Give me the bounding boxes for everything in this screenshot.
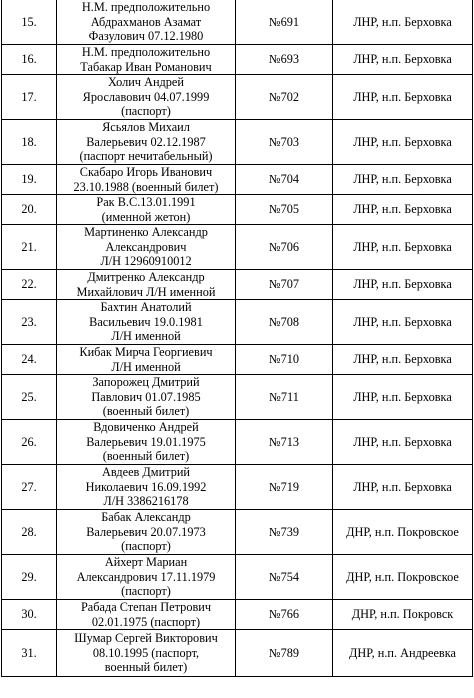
person-details-line: Вдовиченко Андрей [93,420,199,435]
location: ДНР, н.п. Андреевка [333,630,473,677]
person-details-line: Михайлович Л/Н именной [76,284,216,299]
location: ЛНР, н.п. Берховка [333,75,473,120]
table-row [2,600,473,630]
person-details-line: Васильевич 19.0.1981 [89,314,203,329]
record-number: №789 [236,630,333,677]
record-number: №710 [236,345,333,375]
person-details-line: 02.01.1975 (паспорт) [91,614,201,629]
location: ЛНР, н.п. Берховка [333,45,473,75]
record-number: №739 [236,510,333,555]
table-row [2,375,473,420]
table-row [2,45,473,75]
record-number: №719 [236,465,333,510]
person-details-line: Л/Н именной [111,359,181,374]
person-details [57,75,236,120]
person-details-line: Бахтин Анатолий [100,300,192,315]
person-details [57,120,236,165]
person-details-line: Айхерт Мариан [104,555,188,570]
table-row [2,630,473,677]
record-number: №708 [236,300,333,345]
person-details [57,270,236,300]
location: ЛНР, н.п. Берховка [333,270,473,300]
records-table-body [2,0,473,677]
row-number: 15. [2,0,57,45]
table-row [2,465,473,510]
person-details [57,45,236,75]
person-details-line: Рак В.С.13.01.1991 [96,195,196,210]
location: ЛНР, н.п. Берховка [333,420,473,465]
row-number: 30. [2,600,57,630]
record-number: №706 [236,225,333,270]
table-row [2,510,473,555]
person-details [57,465,236,510]
table-row [2,225,473,270]
record-number: №702 [236,75,333,120]
person-details-line: Павлович 01.07.1985 [91,389,201,404]
row-number: 27. [2,465,57,510]
table-row [2,0,473,45]
table-row [2,270,473,300]
person-details-line: 23.10.1988 (военный билет) [73,179,219,194]
table-row [2,75,473,120]
person-details-line: (военный билет) [102,449,190,464]
row-number: 18. [2,120,57,165]
table-row [2,345,473,375]
location: ЛНР, н.п. Берховка [333,345,473,375]
person-details-line: (паспорт нечитабельный) [79,149,213,164]
person-details [57,375,236,420]
person-details-line: Дмитренко Александр [87,270,205,285]
person-details-line: Авдеев Дмитрий [101,465,191,480]
person-details-line: Н.М. предположительно [81,45,211,60]
person-details [57,600,236,630]
table-row [2,420,473,465]
record-number: №707 [236,270,333,300]
person-details [57,300,236,345]
person-details [57,630,236,677]
person-details [57,510,236,555]
person-details-line: Скабаро Игорь Иванович [79,165,213,180]
row-number: 26. [2,420,57,465]
person-details-line: Л/Н именной [111,329,181,344]
row-number: 31. [2,630,57,677]
person-details [57,0,236,45]
person-details-line: Валерьевич 19.01.1975 [86,434,206,449]
row-number: 24. [2,345,57,375]
table-row [2,165,473,195]
person-details-line: Бабак Александр [101,510,191,525]
person-details-line: Абдрахманов Азамат [90,14,202,29]
location: ЛНР, н.п. Берховка [333,225,473,270]
row-number: 16. [2,45,57,75]
location: ЛНР, н.п. Берховка [333,120,473,165]
person-details-line: Кибак Мирча Георгиевич [79,345,213,360]
location: ЛНР, н.п. Берховка [333,465,473,510]
record-number: №766 [236,600,333,630]
person-details [57,420,236,465]
person-details [57,225,236,270]
person-details-line: Александрович [105,239,187,254]
location: ЛНР, н.п. Берховка [333,0,473,45]
person-details-line: Запорожец Дмитрий [92,375,200,390]
table-row [2,120,473,165]
person-details-line: (паспорт) [121,539,171,554]
record-number: №704 [236,165,333,195]
person-details-line: Табакар Иван Романович [80,59,212,74]
location: ДНР, н.п. Покровское [333,510,473,555]
table-row [2,555,473,600]
location: ДНР, н.п. Покровское [333,555,473,600]
table-row [2,195,473,225]
row-number: 25. [2,375,57,420]
person-details-line: Н.М. предположительно [81,0,211,15]
person-details [57,345,236,375]
person-details-line: (военный билет) [102,404,190,419]
row-number: 23. [2,300,57,345]
records-table [1,0,473,677]
person-details-line: (именной жетон) [101,209,191,224]
record-number: №703 [236,120,333,165]
record-number: №705 [236,195,333,225]
person-details-line: Рабада Степан Петрович [80,600,212,615]
location: ДНР, н.п. Покровск [333,600,473,630]
person-details-line: Валерьевич 20.07.1973 [86,524,206,539]
location: ЛНР, н.п. Берховка [333,375,473,420]
person-details-line: (паспорт) [121,104,171,119]
person-details-line: Ясьялов Михаил [102,120,190,135]
person-details-line: Мартиненко Александр [84,225,208,240]
row-number: 21. [2,225,57,270]
person-details-line: (паспорт) [121,584,171,599]
person-details-line: Ярославович 04.07.1999 [82,89,210,104]
person-details [57,195,236,225]
person-details [57,555,236,600]
row-number: 22. [2,270,57,300]
person-details-line: Валерьевич 02.12.1987 [86,134,206,149]
person-details-line: 08.10.1995 (паспорт, [92,645,200,660]
record-number: №713 [236,420,333,465]
location: ЛНР, н.п. Берховка [333,300,473,345]
location: ЛНР, н.п. Берховка [333,165,473,195]
row-number: 29. [2,555,57,600]
person-details-line: Фазулович 07.12.1980 [88,29,204,44]
person-details-line: Николаевич 16.09.1992 [85,479,207,494]
row-number: 28. [2,510,57,555]
row-number: 19. [2,165,57,195]
person-details-line: Шумар Сергей Викторович [74,631,218,646]
record-number: №693 [236,45,333,75]
record-number: №711 [236,375,333,420]
record-number: №691 [236,0,333,45]
person-details-line: Л/Н 12960910012 [100,254,192,269]
row-number: 20. [2,195,57,225]
person-details-line: Александрович 17.11.1979 [76,569,216,584]
person-details-line: Холич Андрей [108,75,184,90]
person-details [57,165,236,195]
row-number: 17. [2,75,57,120]
location: ЛНР, н.п. Берховка [333,195,473,225]
table-row [2,300,473,345]
record-number: №754 [236,555,333,600]
person-details-line: Л/Н 3386216178 [103,494,189,509]
person-details-line: военный билет) [104,660,188,675]
